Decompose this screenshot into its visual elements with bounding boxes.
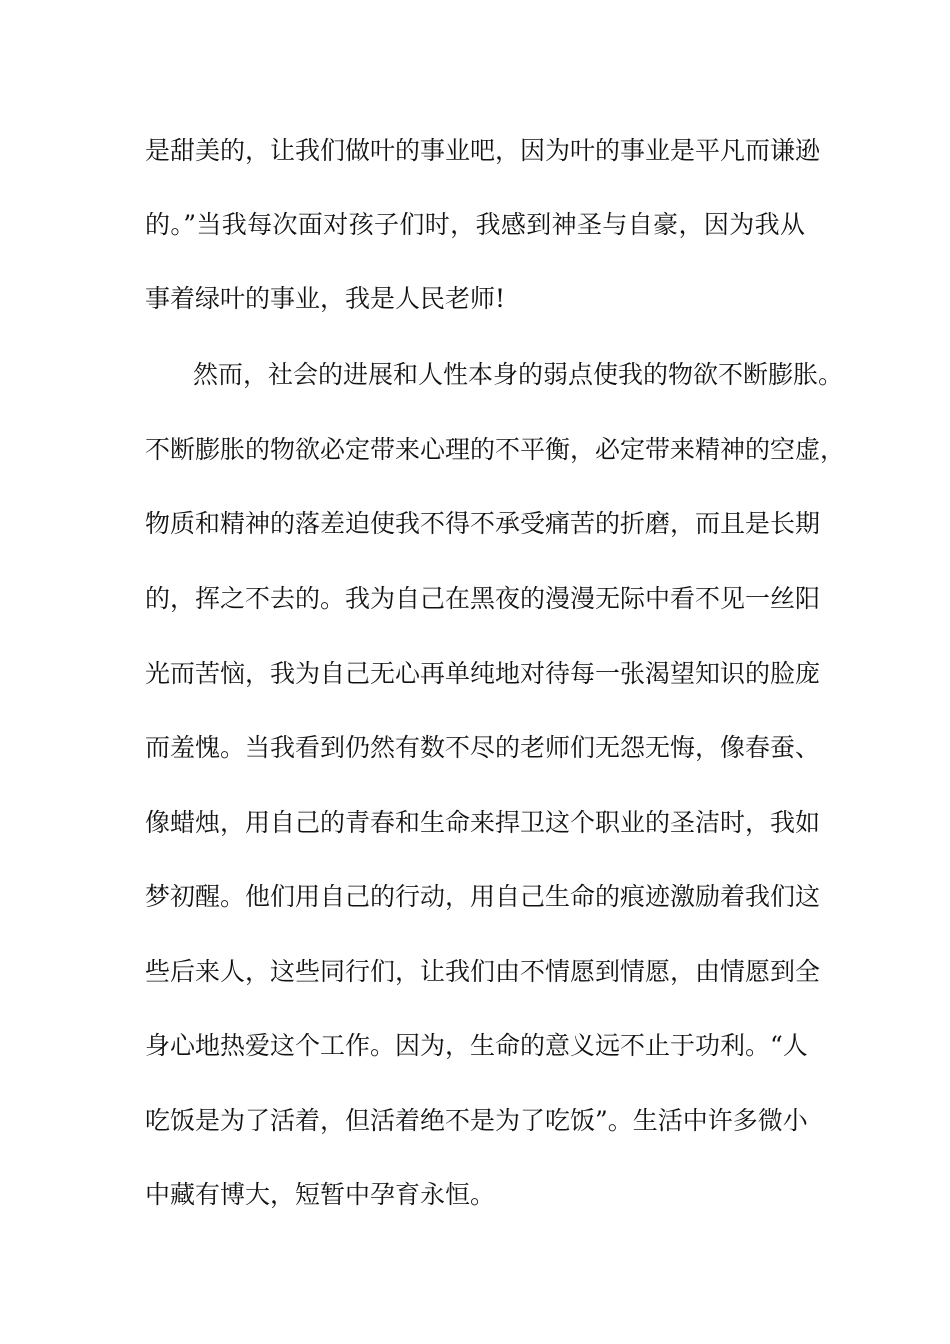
text-line: 而羞愧。当我看到仍然有数不尽的老师们无怨无悔，像春蚕、 bbox=[145, 733, 821, 762]
text-line: 些后来人，这些同行们，让我们由不情愿到情愿，由情愿到全 bbox=[145, 957, 821, 986]
text-line: 是甜美的，让我们做叶的事业吧，因为叶的事业是平凡而谦逊 bbox=[145, 136, 821, 165]
text-line: 的，挥之不去的。我为自己在黑夜的漫漫无际中看不见一丝阳 bbox=[145, 584, 821, 613]
text-line: 中藏有博大，短暂中孕育永恒。 bbox=[145, 1180, 496, 1209]
text-line: 事着绿叶的事业，我是人民老师! bbox=[145, 284, 506, 313]
text-line: 吃饭是为了活着，但活着绝不是为了吃饭”。生活中许多微小 bbox=[145, 1106, 808, 1135]
text-line: 不断膨胀的物欲必定带来心理的不平衡，必定带来精神的空虚， bbox=[145, 435, 846, 464]
text-line: 物质和精神的落差迫使我不得不承受痛苦的折磨，而且是长期 bbox=[145, 509, 821, 538]
text-line: 梦初醒。他们用自己的行动，用自己生命的痕迹激励着我们这 bbox=[145, 882, 821, 911]
text-line: 光而苦恼，我为自己无心再单纯地对待每一张渴望知识的脸庞 bbox=[145, 659, 821, 688]
text-line: 像蜡烛，用自己的青春和生命来捍卫这个职业的圣洁时，我如 bbox=[145, 808, 821, 837]
text-line: 的。”当我每次面对孩子们时，我感到神圣与自豪，因为我从 bbox=[145, 210, 805, 239]
paragraph-first-line: 然而，社会的进展和人性本身的弱点使我的物欲不断膨胀。 bbox=[193, 360, 844, 389]
text-line: 身心地热爱这个工作。因为，生命的意义远不止于功利。“人 bbox=[145, 1031, 808, 1060]
